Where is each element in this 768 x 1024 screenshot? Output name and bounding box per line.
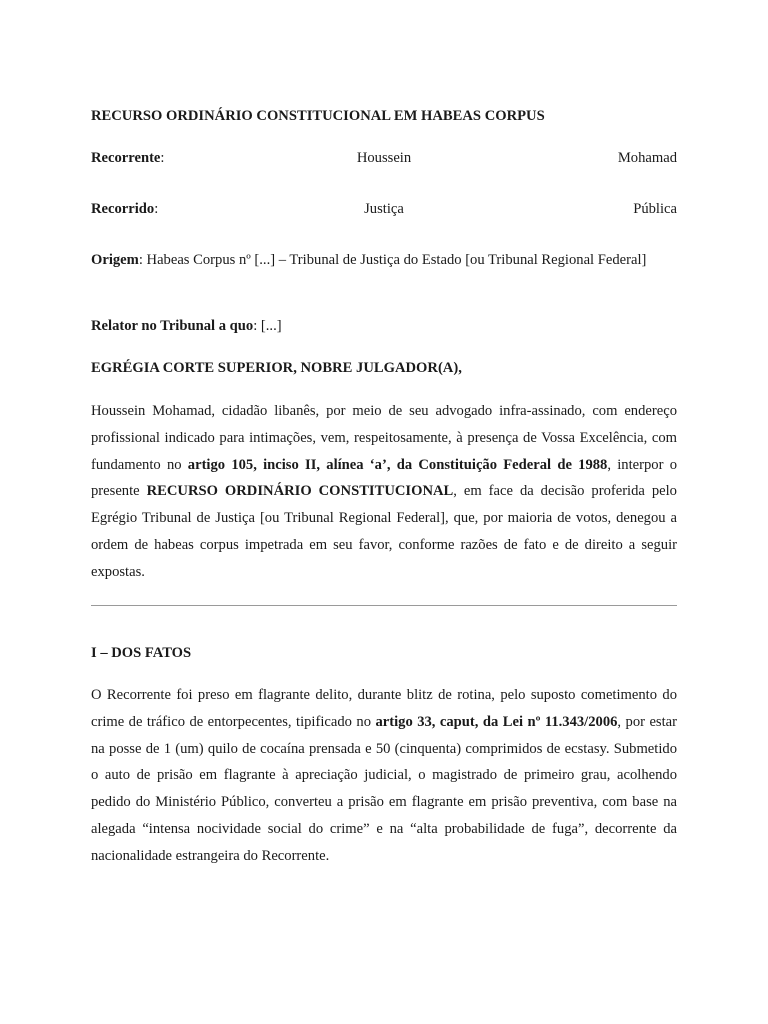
recorrido-colon: : (154, 201, 159, 217)
relator-text: : [...] (253, 318, 282, 334)
intro-text-1: Houssein Mohamad, cidadão libanês, por meio de seu advogado infra-assinado, com endereço profissional indicado para intimações, vem, respeitosamente, à presença de Vossa Excelência, com fundamento no (91, 403, 677, 473)
section-divider (91, 605, 677, 606)
recorrente-colon: : (160, 150, 165, 166)
relator-line (91, 318, 282, 335)
intro-paragraph (91, 398, 677, 586)
origem-label: Origem (91, 252, 139, 268)
intro-text-3: , em face da decisão proferida pelo Egrégio Tribunal de Justiça [ou Tribunal Regional Federal], que, por maioria de votos, denegou a ordem de habeas corpus impetrada em seu favor, conforme razões de fato e de direito a seguir expostas. (91, 483, 677, 580)
recorrente-last-name: Mohamad (617, 150, 677, 166)
intro-bold-recurso: RECURSO ORDINÁRIO CONSTITUCIONAL (146, 483, 454, 500)
recorrente-row (91, 150, 677, 170)
relator-label: Relator no Tribunal a quo (91, 318, 254, 334)
recorrente-first-name: Houssein (356, 150, 412, 166)
intro-text-2: , interpor o presente (91, 456, 677, 500)
origem-text: : Habeas Corpus nº [...] – Tribunal de Justiça do Estado [ou Tribunal Regional Federal] (138, 252, 647, 268)
recorrido-row (91, 201, 677, 221)
section-heading-fatos: I – DOS FATOS (91, 645, 192, 661)
origem-line (91, 252, 646, 269)
document-title: RECURSO ORDINÁRIO CONSTITUCIONAL EM HABEAS CORPUS (91, 108, 545, 124)
intro-bold-article: artigo 105, inciso II, alínea ‘a’, da Constituição Federal de 1988 (187, 456, 608, 473)
fatos-text-2: , por estar na posse de 1 (um) quilo de cocaína prensada e 50 (cinquenta) comprimidos de ecstasy. Submetido o auto de prisão em flagrante à apreciação judicial, o magistrado de primeiro grau, acolhendo pedido do Ministério Público, converteu a prisão em flagrante em prisão preventiva, com base na alegada “intensa nocividade social do crime” e na “alta probabilidade de fuga”, decorrente da nacionalidade estrangeira do Recorrente. (91, 713, 677, 864)
recorrido-last-word: Pública (633, 201, 677, 217)
salutation: EGRÉGIA CORTE SUPERIOR, NOBRE JULGADOR(A), (91, 360, 462, 376)
recorrido-label: Recorrido (91, 201, 155, 217)
fatos-text-1: O Recorrente foi preso em flagrante delito, durante blitz de rotina, pelo suposto cometimento do crime de tráfico de entorpecentes, tipificado no (91, 687, 677, 730)
recorrente-label: Recorrente (91, 150, 161, 166)
fatos-bold-law: artigo 33, caput, da Lei nº 11.343/2006 (375, 713, 618, 730)
fatos-paragraph (91, 682, 677, 870)
recorrido-first-word: Justiça (364, 201, 404, 217)
